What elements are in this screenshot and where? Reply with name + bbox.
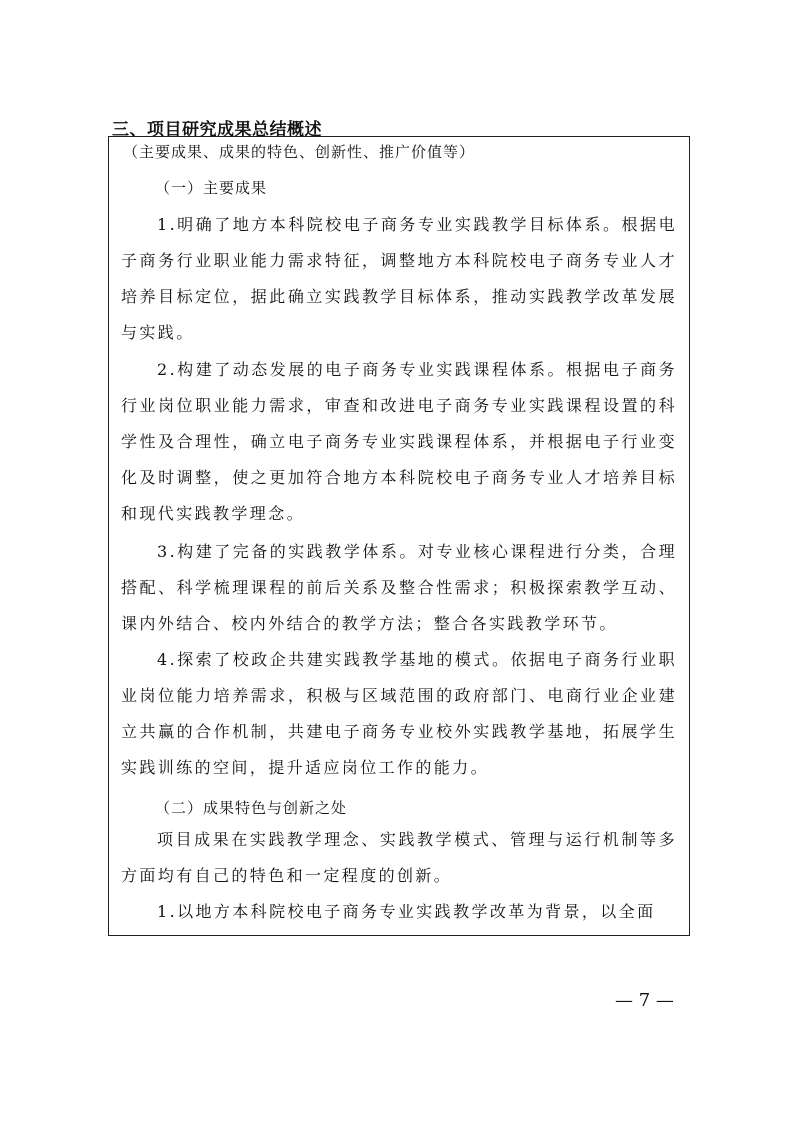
paragraph-1: 1.明确了地方本科院校电子商务专业实践教学目标体系。根据电子商务行业职业能力需求特征，调整地方本科院校电子商务专业人才培养目标定位，据此确立实践教学目标体系，推动实践教学改革发展与实践。 (121, 215, 677, 342)
section-features: （二）成果特色与创新之处 (155, 799, 348, 817)
paragraph-5: 项目成果在实践教学理念、实践教学模式、管理与运行机制等多方面均有自己的特色和一定程度的创新。 (121, 830, 677, 885)
box-subtitle: （主要成果、成果的特色、创新性、推广价值等） (123, 143, 476, 161)
paragraph-3: 3.构建了完备的实践教学体系。对专业核心课程进行分类，合理搭配、科学梳理课程的前后关系及整合性需求；积极探索教学互动、课内外结合、校内外结合的教学方法；整合各实践教学环节。 (121, 542, 677, 633)
section-main-results: （一）主要成果 (155, 179, 268, 197)
content-box (108, 136, 690, 936)
paragraph-2: 2.构建了动态发展的电子商务专业实践课程体系。根据电子商务行业岗位职业能力需求，审查和改进电子商务专业实践课程设置的科学性及合理性，确立电子商务专业实践课程体系，并根据电子行业变化及时调整，使之更加符合地方本科院校电子商务专业人才培养目标和现代实践教学理念。 (121, 360, 677, 523)
page-number: — 7 — (615, 990, 674, 1011)
section-heading: 三、项目研究成果总结概述 (112, 120, 322, 140)
paragraph-6: 1.以地方本科院校电子商务专业实践教学改革为背景，以全面 (157, 902, 656, 921)
paragraph-4: 4.探索了校政企共建实践教学基地的模式。依据电子商务行业职业岗位能力培养需求，积极与区域范围的政府部门、电商行业企业建立共赢的合作机制，共建电子商务专业校外实践教学基地，拓展学生实践训练的空间，提升适应岗位工作的能力。 (121, 650, 677, 777)
